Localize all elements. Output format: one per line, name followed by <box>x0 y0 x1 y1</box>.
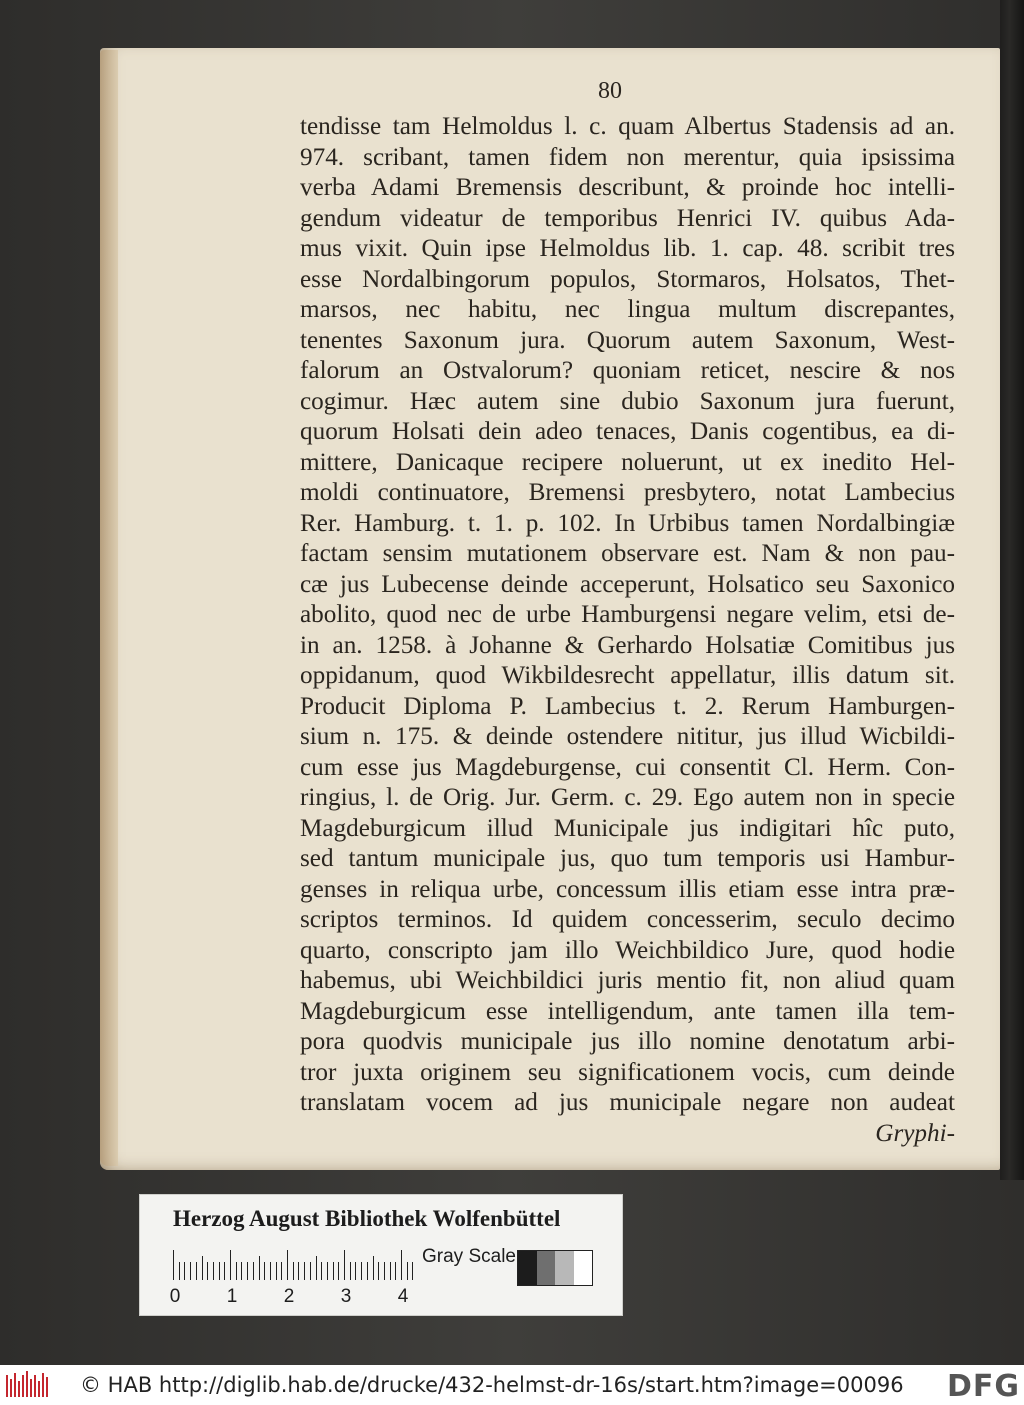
text-line: quarto, conscripto jam illo Weichbildico Jure, quod hodie <box>300 936 955 964</box>
ruler-tick <box>407 1262 408 1280</box>
book-cover-edge <box>1000 0 1024 1180</box>
text-line: Magdeburgicum esse intelligendum, ante tamen illa tem- <box>300 997 955 1025</box>
text-line: mittere, Danicaque recipere noluerunt, ut ex inedito Hel- <box>300 448 955 476</box>
ruler-tick <box>253 1262 254 1280</box>
ruler-tick <box>184 1262 185 1280</box>
text-line: habemus, ubi Weichbildici juris mentio fit, non aliud quam <box>300 967 955 994</box>
text-line: pora quodvis municipale jus illo nomine denotatum arbi- <box>300 1028 955 1055</box>
gray-swatch <box>537 1251 556 1285</box>
text-line: cogimur. Hæc autem sine dubio Saxonum jura fuerunt, <box>300 387 955 415</box>
text-line: verba Adami Bremensis describunt, & proinde hoc intelli- <box>300 174 955 201</box>
ruler-tick <box>281 1262 282 1280</box>
gray-swatch <box>518 1251 537 1285</box>
ruler-tick <box>373 1256 374 1280</box>
centimeter-ruler <box>173 1246 413 1284</box>
ruler-tick <box>190 1262 191 1280</box>
institution-name: Herzog August Bibliothek Wolfenbüttel <box>173 1206 561 1231</box>
ruler-tick <box>270 1262 271 1280</box>
text-line: sium n. 175. & deinde ostendere nititur, jus illud Wicbildi- <box>300 723 955 750</box>
ruler-tick <box>361 1262 362 1280</box>
ruler-tick <box>224 1262 225 1280</box>
hab-logo-icon <box>4 1369 52 1401</box>
ruler-tick <box>390 1262 391 1280</box>
text-line: 974. scribant, tamen fidem non merentur, quia ipsissima <box>300 143 955 171</box>
ruler-tick <box>338 1262 339 1280</box>
gray-swatch <box>574 1251 593 1285</box>
ruler-tick <box>350 1262 351 1280</box>
ruler-tick <box>241 1262 242 1280</box>
text-line: sed tantum municipale jus, quo tum temporis usi Hambur- <box>300 845 955 872</box>
ruler-tick <box>327 1262 328 1280</box>
text-line: tendisse tam Helmoldus l. c. quam Albertus Stadensis ad an. <box>300 113 955 140</box>
ruler-tick <box>207 1262 208 1280</box>
text-line: moldi continuatore, Bremensi presbytero, notat Lambecius <box>300 479 955 506</box>
text-line: tenentes Saxonum jura. Quorum autem Saxonum, West- <box>300 326 955 354</box>
text-line: falorum an Ostvalorum? quoniam reticet, nescire & nos <box>300 357 955 384</box>
text-line: esse Nordalbingorum populos, Stormaros, Holsatos, Thet- <box>300 265 955 293</box>
ruler-tick <box>310 1262 311 1280</box>
ruler-tick <box>344 1250 345 1280</box>
catchword: Gryphi- <box>875 1119 955 1147</box>
text-line: gendum videatur de temporibus Henrici IV. quibus Ada- <box>300 204 955 232</box>
text-line: quorum Holsati dein adeo tenaces, Danis cogentibus, ea di- <box>300 418 955 445</box>
scale-label: 3 <box>340 1286 352 1307</box>
ruler-tick <box>264 1262 265 1280</box>
ruler-tick <box>384 1262 385 1280</box>
text-line: Producit Diploma P. Lambecius t. 2. Rerum Hamburgen- <box>300 692 955 720</box>
text-line: tror juxta originem seu significationem vocis, cum deinde <box>300 1058 955 1086</box>
dfg-logo-icon: DFG <box>946 1369 1020 1404</box>
ruler-tick <box>401 1250 402 1280</box>
text-line: cæ jus Lubecense deinde acceperunt, Holsatico seu Saxonico <box>300 570 955 598</box>
gray-swatch <box>555 1251 574 1285</box>
text-line: genses in reliqua urbe, concessum illis etiam esse intra præ- <box>300 875 955 903</box>
text-line: Rer. Hamburg. t. 1. p. 102. In Urbibus tamen Nordalbingiæ <box>300 509 955 537</box>
scale-label: 4 <box>397 1286 409 1307</box>
ruler-tick <box>412 1262 413 1280</box>
ruler-tick <box>395 1262 396 1280</box>
text-line: ringius, l. de Orig. Jur. Germ. c. 29. Ego autem non in specie <box>300 784 955 811</box>
ruler-tick <box>333 1262 334 1280</box>
ruler-tick <box>298 1262 299 1280</box>
text-line: scriptos terminos. Id quidem concesserim, seculo decimo <box>300 906 955 933</box>
ruler-tick <box>219 1262 220 1280</box>
text-line: mus vixit. Quin ipse Helmoldus lib. 1. cap. 48. scribit tres <box>300 235 955 262</box>
ruler-tick <box>202 1256 203 1280</box>
scale-label: 2 <box>283 1286 295 1307</box>
text-line: abolito, quod nec de urbe Hamburgensi negare velim, etsi de- <box>300 601 955 628</box>
text-line: oppidanum, quod Wikbildesrecht appellatur, illis datum sit. <box>300 662 955 689</box>
footer-bar <box>0 1365 1024 1405</box>
page-text-block <box>300 112 955 1149</box>
gray-scale-swatches <box>517 1250 593 1286</box>
footer-url: © HAB http://diglib.hab.de/drucke/432-helmst-dr-16s/start.htm?image=00096 <box>80 1373 904 1397</box>
ruler-tick <box>196 1262 197 1280</box>
ruler-tick <box>316 1256 317 1280</box>
text-line: translatam vocem ad jus municipale negare non audeat <box>300 1089 955 1116</box>
page-gutter-shadow <box>100 50 118 1166</box>
text-line: Magdeburgicum illud Municipale jus indigitari hîc puto, <box>300 814 955 842</box>
ruler-tick <box>236 1262 237 1280</box>
ruler-tick <box>378 1262 379 1280</box>
ruler-tick <box>276 1262 277 1280</box>
ruler-tick <box>230 1250 231 1280</box>
ruler-tick <box>287 1250 288 1280</box>
ruler-tick <box>247 1262 248 1280</box>
ruler-tick <box>179 1262 180 1280</box>
ruler-tick <box>355 1262 356 1280</box>
ruler-tick <box>173 1250 174 1280</box>
ruler-tick <box>293 1262 294 1280</box>
ruler-tick <box>304 1262 305 1280</box>
text-line: cum esse jus Magdeburgense, cui consentit Cl. Herm. Con- <box>300 753 955 781</box>
ruler-tick <box>321 1262 322 1280</box>
ruler-tick <box>367 1262 368 1280</box>
scale-label: 0 <box>169 1286 181 1307</box>
text-line: factam sensim mutationem observare est. Nam & non pau- <box>300 540 955 567</box>
text-line: in an. 1258. à Johanne & Gerhardo Holsatiæ Comitibus jus <box>300 631 955 659</box>
scale-label: 1 <box>226 1286 238 1307</box>
page-number: 80 <box>598 78 622 104</box>
ruler-tick <box>213 1262 214 1280</box>
ruler-tick <box>259 1256 260 1280</box>
gray-scale-label: Gray Scale <box>422 1246 516 1267</box>
text-line: marsos, nec habitu, nec lingua multum discrepantes, <box>300 296 955 323</box>
